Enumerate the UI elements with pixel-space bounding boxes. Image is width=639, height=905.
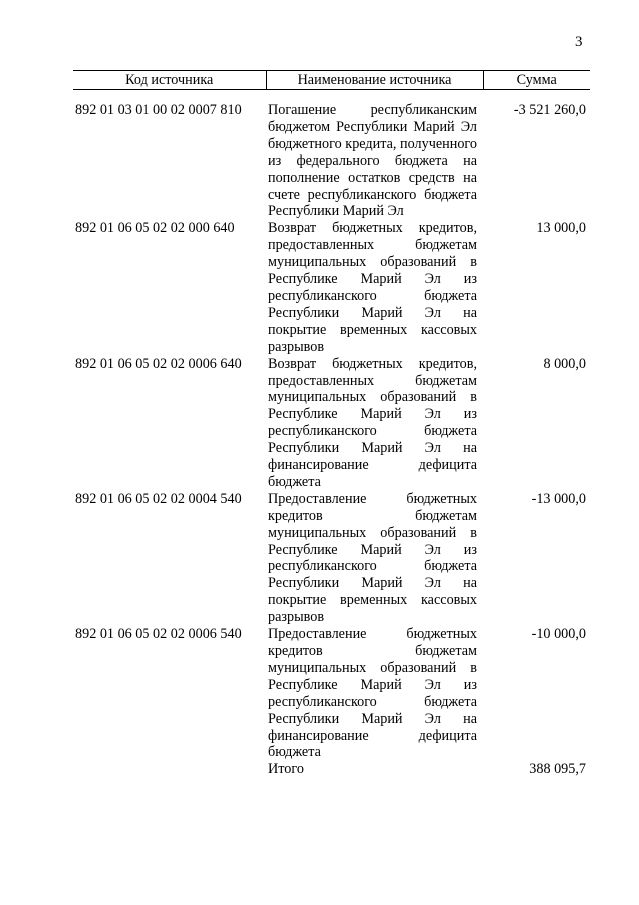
source-name: Возврат бюджетных кредитов, предоставленных бюджетам муниципальных образований в Республике Марий Эл из республиканского бюджета Республики Марий Эл на покрытие временных кассовых разрывов <box>268 220 477 355</box>
table-row <box>73 90 590 221</box>
header-code: Код источника <box>73 71 266 90</box>
source-code: 892 01 06 05 02 02 0004 540 <box>75 490 242 507</box>
source-name: Погашение республиканским бюджетом Республики Марий Эл бюджетного кредита, полученного из федерального бюджета на пополнение остатков средств на счете республиканского бюджета Республики Марий Эл <box>268 102 477 220</box>
source-name: Предоставление бюджетных кредитов бюджетам муниципальных образований в Республике Марий Эл из республиканского бюджета Республики Марий Эл на финансирование дефицита бюджета <box>268 626 477 761</box>
sources-table <box>73 70 590 778</box>
source-name: Предоставление бюджетных кредитов бюджетам муниципальных образований в Республике Марий Эл из республиканского бюджета Республики Марий Эл на покрытие временных кассовых разрывов <box>268 490 477 626</box>
source-sum: -3 521 260,0 <box>513 102 586 118</box>
total-row <box>73 761 590 778</box>
source-code: 892 01 06 05 02 02 000 640 <box>75 220 235 237</box>
page-number: 3 <box>575 34 583 50</box>
source-code: 892 01 06 05 02 02 0006 540 <box>75 626 242 643</box>
table-row <box>73 491 590 626</box>
source-code: 892 01 03 01 00 02 0007 810 <box>75 102 242 118</box>
table-row <box>73 356 590 491</box>
table-body <box>73 90 590 779</box>
table-header <box>73 71 590 90</box>
table-row <box>73 626 590 761</box>
source-sum: -10 000,0 <box>531 626 586 643</box>
table-row <box>73 220 590 355</box>
source-code: 892 01 06 05 02 02 0006 640 <box>75 355 242 372</box>
source-sum: -13 000,0 <box>531 490 586 507</box>
header-name: Наименование источника <box>266 71 483 90</box>
header-sum: Сумма <box>483 71 590 90</box>
total-sum: 388 095,7 <box>529 761 586 778</box>
source-sum: 13 000,0 <box>536 220 586 237</box>
total-label: Итого <box>268 761 304 778</box>
source-name: Возврат бюджетных кредитов, предоставленных бюджетам муниципальных образований в Республике Марий Эл из республиканского бюджета Республики Марий Эл на финансирование дефицита бюджета <box>268 355 477 490</box>
source-sum: 8 000,0 <box>543 355 586 372</box>
